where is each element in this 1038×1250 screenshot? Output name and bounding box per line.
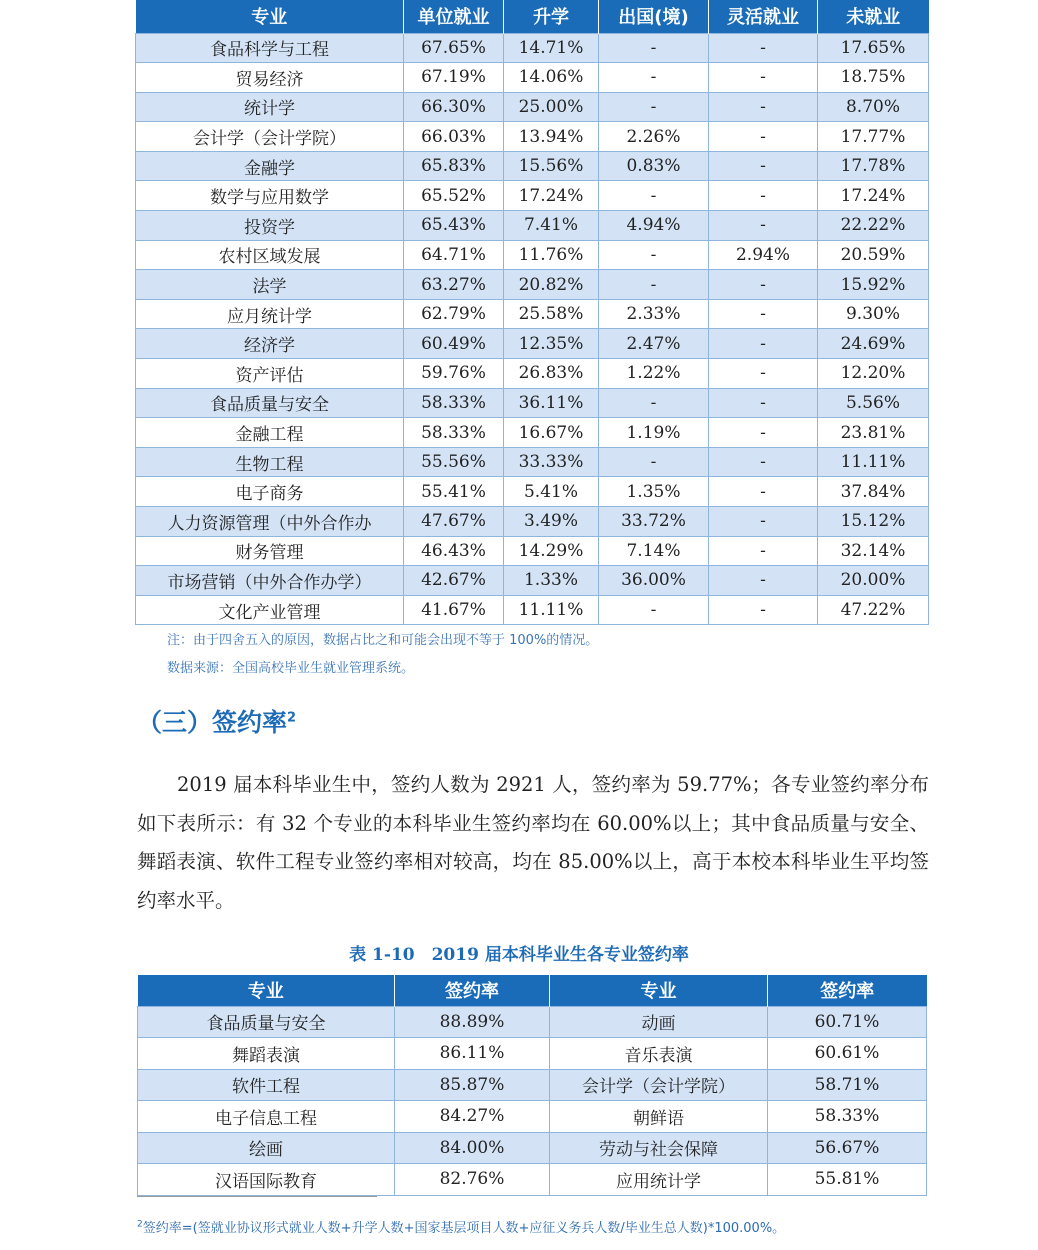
table-cell: 16.67% xyxy=(504,418,599,448)
table-cell: 55.41% xyxy=(404,477,504,507)
table-row xyxy=(136,418,929,448)
table-cell: - xyxy=(599,240,709,270)
table-cell: 会计学（会计学院） xyxy=(550,1069,768,1101)
table-cell: 17.77% xyxy=(818,122,929,152)
table-cell: 65.83% xyxy=(404,151,504,181)
table-cell: 20.59% xyxy=(818,240,929,270)
table-cell: - xyxy=(709,33,818,63)
table-cell: 市场营销（中外合作办学） xyxy=(136,566,404,596)
table-cell: 25.00% xyxy=(504,92,599,122)
table-cell: 63.27% xyxy=(404,270,504,300)
table-cell: 动画 xyxy=(550,1006,768,1038)
table-cell: - xyxy=(709,507,818,537)
table-cell: 电子信息工程 xyxy=(138,1101,395,1133)
table-cell: 5.41% xyxy=(504,477,599,507)
table-cell: - xyxy=(709,299,818,329)
column-header: 灵活就业 xyxy=(709,0,818,33)
table-cell: 36.11% xyxy=(504,388,599,418)
table-row xyxy=(136,566,929,596)
table-row xyxy=(136,33,929,63)
rounding-note: 注：由于四舍五入的原因，数据占比之和可能会出现不等于 100%的情况。 xyxy=(167,633,599,648)
table-cell: 1.22% xyxy=(599,359,709,389)
table-cell: 15.92% xyxy=(818,270,929,300)
table-cell: - xyxy=(709,181,818,211)
table-cell: 汉语国际教育 xyxy=(138,1164,395,1196)
table-cell: 88.89% xyxy=(395,1006,550,1038)
table-cell: - xyxy=(709,595,818,625)
table-cell: 统计学 xyxy=(136,92,404,122)
footnote-divider xyxy=(137,1196,377,1197)
table-cell: 26.83% xyxy=(504,359,599,389)
table-cell: 12.35% xyxy=(504,329,599,359)
table-cell: 17.65% xyxy=(818,33,929,63)
table-cell: - xyxy=(709,388,818,418)
table-cell: 应用统计学 xyxy=(550,1164,768,1196)
table-cell: - xyxy=(599,63,709,93)
table-cell: - xyxy=(709,418,818,448)
table-cell: - xyxy=(709,536,818,566)
table-cell: - xyxy=(709,122,818,152)
table-cell: 生物工程 xyxy=(136,447,404,477)
column-header: 单位就业 xyxy=(404,0,504,33)
table-cell: 56.67% xyxy=(768,1132,927,1164)
table-row xyxy=(136,507,929,537)
table-cell: 37.84% xyxy=(818,477,929,507)
table-caption: 表 1-10 2019 届本科毕业生各专业签约率 xyxy=(349,945,689,965)
table-cell: 85.87% xyxy=(395,1069,550,1101)
table-cell: 12.20% xyxy=(818,359,929,389)
table-cell: 5.56% xyxy=(818,388,929,418)
table-row xyxy=(138,1038,927,1070)
table-cell: 17.24% xyxy=(504,181,599,211)
table-cell: 11.11% xyxy=(504,595,599,625)
table-cell: - xyxy=(709,329,818,359)
table-cell: 1.33% xyxy=(504,566,599,596)
table-cell: 67.65% xyxy=(404,33,504,63)
table-cell: 2.26% xyxy=(599,122,709,152)
table-cell: - xyxy=(709,359,818,389)
table-row xyxy=(136,329,929,359)
table-cell: 58.33% xyxy=(404,418,504,448)
table-cell: 法学 xyxy=(136,270,404,300)
table-cell: 33.72% xyxy=(599,507,709,537)
table-cell: 55.56% xyxy=(404,447,504,477)
table-cell: 33.33% xyxy=(504,447,599,477)
table-cell: 11.11% xyxy=(818,447,929,477)
table-cell: 17.78% xyxy=(818,151,929,181)
table-cell: 农村区域发展 xyxy=(136,240,404,270)
table-cell: - xyxy=(709,211,818,241)
table-cell: 46.43% xyxy=(404,536,504,566)
table-cell: 1.19% xyxy=(599,418,709,448)
table-cell: 劳动与社会保障 xyxy=(550,1132,768,1164)
table-cell: 60.71% xyxy=(768,1006,927,1038)
table-cell: 0.83% xyxy=(599,151,709,181)
table-row xyxy=(138,1132,927,1164)
table-cell: - xyxy=(709,63,818,93)
table-cell: 舞蹈表演 xyxy=(138,1038,395,1070)
table-row xyxy=(136,270,929,300)
table-row xyxy=(136,299,929,329)
table-cell: 9.30% xyxy=(818,299,929,329)
table-cell: 84.27% xyxy=(395,1101,550,1133)
table-row xyxy=(136,536,929,566)
table-cell: 65.52% xyxy=(404,181,504,211)
table-cell: 64.71% xyxy=(404,240,504,270)
table-row xyxy=(136,122,929,152)
table-row xyxy=(136,447,929,477)
table-cell: 15.12% xyxy=(818,507,929,537)
table-cell: 食品质量与安全 xyxy=(136,388,404,418)
footnote xyxy=(137,1217,785,1236)
table-cell: 14.71% xyxy=(504,33,599,63)
table-row xyxy=(136,63,929,93)
footnote-number: 2 xyxy=(137,1219,143,1230)
table-row xyxy=(138,1101,927,1133)
table-cell: 24.69% xyxy=(818,329,929,359)
column-header: 出国(境) xyxy=(599,0,709,33)
table-row xyxy=(136,92,929,122)
table-cell: - xyxy=(709,566,818,596)
table-cell: - xyxy=(709,447,818,477)
table-cell: 82.76% xyxy=(395,1164,550,1196)
table-cell: 65.43% xyxy=(404,211,504,241)
footnote-marker: 2 xyxy=(287,710,297,726)
table-row xyxy=(136,388,929,418)
table-cell: - xyxy=(599,92,709,122)
data-source-note: 数据来源：全国高校毕业生就业管理系统。 xyxy=(167,661,415,676)
table-cell: 55.81% xyxy=(768,1164,927,1196)
table-cell: 7.41% xyxy=(504,211,599,241)
table-row xyxy=(138,1164,927,1196)
table-row xyxy=(136,181,929,211)
table-cell: 2.47% xyxy=(599,329,709,359)
table-cell: 3.49% xyxy=(504,507,599,537)
table-cell: 15.56% xyxy=(504,151,599,181)
table-cell: 8.70% xyxy=(818,92,929,122)
table-cell: 软件工程 xyxy=(138,1069,395,1101)
table-cell: 4.94% xyxy=(599,211,709,241)
table-cell: 66.03% xyxy=(404,122,504,152)
table-cell: - xyxy=(599,447,709,477)
table-cell: 食品质量与安全 xyxy=(138,1006,395,1038)
table-cell: 金融工程 xyxy=(136,418,404,448)
table-cell: - xyxy=(599,270,709,300)
table-cell: 绘画 xyxy=(138,1132,395,1164)
column-header: 签约率 xyxy=(395,975,550,1006)
table-cell: 32.14% xyxy=(818,536,929,566)
table-cell: 20.82% xyxy=(504,270,599,300)
table-cell: 2.94% xyxy=(709,240,818,270)
section-heading xyxy=(137,703,296,739)
table-cell: - xyxy=(599,33,709,63)
table-cell: 会计学（会计学院） xyxy=(136,122,404,152)
footnote-text: 签约率=(签就业协议形式就业人数+升学人数+国家基层项目人数+应征义务兵人数/毕业生总人数)*100.00%。 xyxy=(142,1221,786,1236)
table-cell: 67.19% xyxy=(404,63,504,93)
table-cell: 经济学 xyxy=(136,329,404,359)
table-cell: - xyxy=(599,181,709,211)
table-cell: 18.75% xyxy=(818,63,929,93)
table-row xyxy=(136,240,929,270)
table-cell: 文化产业管理 xyxy=(136,595,404,625)
table-cell: 电子商务 xyxy=(136,477,404,507)
table-cell: 财务管理 xyxy=(136,536,404,566)
table-cell: 66.30% xyxy=(404,92,504,122)
table-cell: 23.81% xyxy=(818,418,929,448)
table-cell: 数学与应用数学 xyxy=(136,181,404,211)
table-cell: 1.35% xyxy=(599,477,709,507)
table-cell: 62.79% xyxy=(404,299,504,329)
table-cell: 42.67% xyxy=(404,566,504,596)
table-cell: 86.11% xyxy=(395,1038,550,1070)
table-row xyxy=(136,477,929,507)
table-cell: 13.94% xyxy=(504,122,599,152)
column-header: 未就业 xyxy=(818,0,929,33)
table-cell: 47.67% xyxy=(404,507,504,537)
table-row xyxy=(138,1069,927,1101)
table-cell: 贸易经济 xyxy=(136,63,404,93)
signing-rate-table xyxy=(137,975,927,1196)
table-cell: - xyxy=(709,92,818,122)
column-header: 升学 xyxy=(504,0,599,33)
section-title: （三）签约率 xyxy=(137,708,288,737)
table-cell: 朝鲜语 xyxy=(550,1101,768,1133)
table-cell: 59.76% xyxy=(404,359,504,389)
table-cell: 47.22% xyxy=(818,595,929,625)
table-cell: 人力资源管理（中外合作办 xyxy=(136,507,404,537)
table-cell: 投资学 xyxy=(136,211,404,241)
table-row xyxy=(138,1006,927,1038)
column-header: 专业 xyxy=(138,975,395,1006)
table-cell: 应月统计学 xyxy=(136,299,404,329)
table-cell: 20.00% xyxy=(818,566,929,596)
table-header-row xyxy=(138,975,927,1006)
table-cell: 58.33% xyxy=(404,388,504,418)
table-cell: 音乐表演 xyxy=(550,1038,768,1070)
table-cell: - xyxy=(709,477,818,507)
table-cell: - xyxy=(599,595,709,625)
employment-by-major-table xyxy=(135,0,929,625)
table-cell: 60.61% xyxy=(768,1038,927,1070)
table-cell: 17.24% xyxy=(818,181,929,211)
table-row xyxy=(136,151,929,181)
table-cell: 41.67% xyxy=(404,595,504,625)
table-row xyxy=(136,595,929,625)
table-cell: 11.76% xyxy=(504,240,599,270)
table-cell: 22.22% xyxy=(818,211,929,241)
table-cell: 资产评估 xyxy=(136,359,404,389)
table-cell: 2.33% xyxy=(599,299,709,329)
column-header: 专业 xyxy=(136,0,404,33)
column-header: 专业 xyxy=(550,975,768,1006)
table-cell: 58.33% xyxy=(768,1101,927,1133)
table-cell: 58.71% xyxy=(768,1069,927,1101)
table-cell: - xyxy=(709,151,818,181)
table-cell: 食品科学与工程 xyxy=(136,33,404,63)
table-cell: - xyxy=(709,270,818,300)
table-cell: 14.06% xyxy=(504,63,599,93)
table-header-row xyxy=(136,0,929,33)
table-cell: 25.58% xyxy=(504,299,599,329)
table-cell: 14.29% xyxy=(504,536,599,566)
table-cell: 60.49% xyxy=(404,329,504,359)
table-cell: 84.00% xyxy=(395,1132,550,1164)
table-cell: - xyxy=(599,388,709,418)
table-cell: 7.14% xyxy=(599,536,709,566)
column-header: 签约率 xyxy=(768,975,927,1006)
table-row xyxy=(136,211,929,241)
table-cell: 金融学 xyxy=(136,151,404,181)
table-cell: 36.00% xyxy=(599,566,709,596)
table-row xyxy=(136,359,929,389)
body-paragraph: 2019 届本科毕业生中，签约人数为 2921 人，签约率为 59.77%；各专业签约率分布如下表所示：有 32 个专业的本科毕业生签约率均在 60.00%以上；其中食品质量与安全、舞蹈表演、软件工程专业签约率相对较高，均在 85.00%以上，高于本校本科毕业生平均签约率水平。 xyxy=(137,773,929,912)
